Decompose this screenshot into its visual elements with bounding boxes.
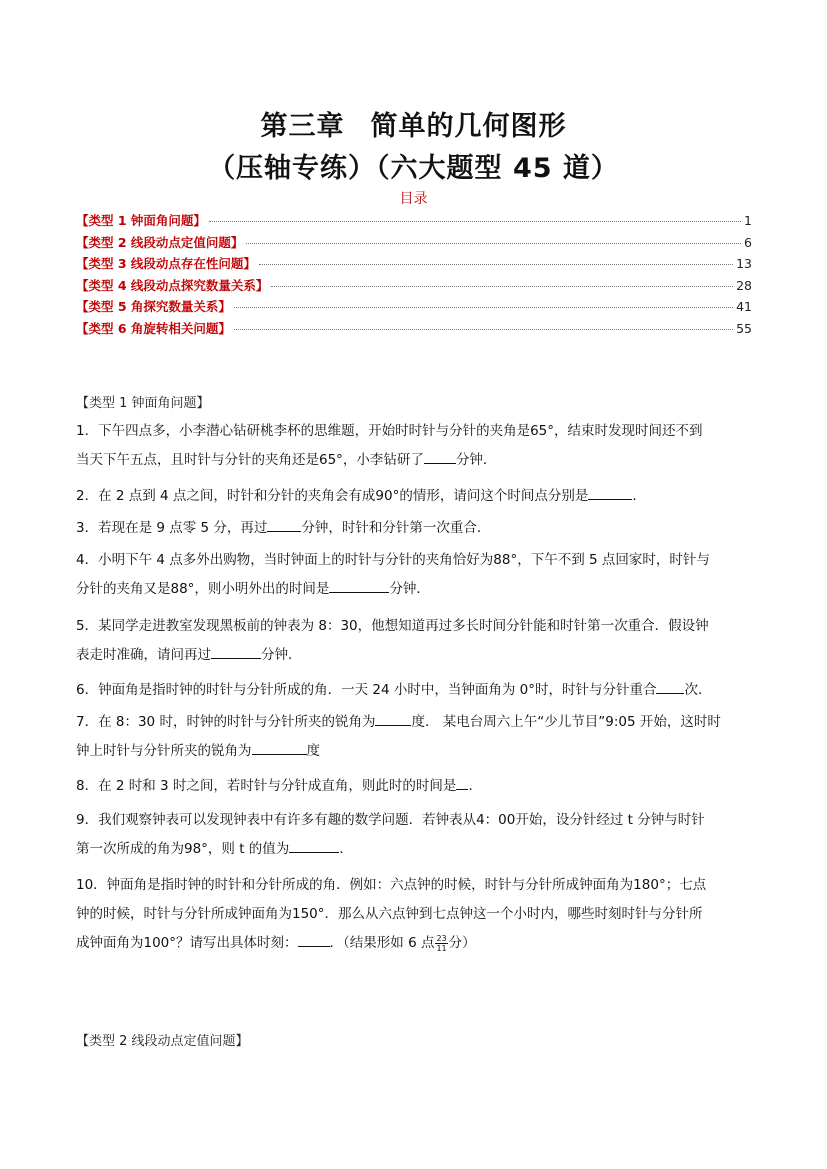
question-7-line-1: [76, 708, 756, 737]
answer-blank: [656, 679, 684, 694]
toc-entry-page: 28: [736, 277, 752, 293]
question-text: 度: [306, 743, 320, 759]
toc-entry-page: 13: [736, 256, 752, 271]
answer-blank: [329, 578, 389, 593]
chapter-number: 第三章: [260, 111, 345, 142]
toc-entry-label: 【类型 3 线段动点存在性问题】: [76, 256, 256, 271]
toc-entry[interactable]: [76, 233, 752, 255]
question-4-line-2: [76, 575, 756, 604]
question-1-line-1: 1．下午四点多，小李潜心钻研桃李杯的思维题，开始时时针与分针的夹角是65°，结束时发现时间还不到: [76, 423, 703, 439]
question-10: [76, 871, 756, 958]
fraction: [435, 934, 447, 953]
question-text: 分钟．: [389, 581, 430, 597]
question-text: ．（结果形如 6 点: [329, 935, 435, 951]
toc-entry-label: 【类型 6 角旋转相关问题】: [76, 320, 231, 336]
question-7: [76, 708, 756, 766]
answer-blank: [211, 644, 261, 659]
question-9-line-1: 9．我们观察钟表可以发现钟表中有许多有趣的数学问题．若钟表从4：00开始，设分针经过 t 分钟与时针: [76, 812, 705, 828]
toc-leader-dots: [234, 307, 733, 308]
toc-leader-dots: [259, 264, 733, 265]
question-5-line-1: 5．某同学走进教室发现黑板前的钟表为 8：30，他想知道再过多长时间分针能和时针第一次重合．假设钟: [76, 618, 709, 634]
toc-entry[interactable]: [76, 297, 752, 319]
fraction-numerator: 23: [436, 933, 447, 943]
question-text: 分钟，时针和分针第一次重合．: [301, 520, 491, 536]
toc-entry[interactable]: [76, 254, 752, 276]
question-text: 第一次所成的角为98°，则 t 的值为: [76, 841, 290, 857]
question-1: [76, 417, 756, 475]
chapter-name: 简单的几何图形: [370, 111, 567, 142]
question-text: 3．若现在是 9 点零 5 分，再过: [76, 520, 268, 536]
toc-entry-label: 【类型 2 线段动点定值问题】: [76, 234, 244, 250]
question-text: 分针的夹角又是88°，则小明外出的时间是: [76, 581, 330, 597]
toc-entry-page: 41: [736, 299, 752, 314]
subtitle: （压轴专练）（六大题型 45 道）: [208, 153, 619, 184]
question-text: 2．在 2 点到 4 点之间，时针和分针的夹角会有成90°的情形，请问这个时间点分别是: [76, 488, 589, 504]
question-text: 分钟．: [261, 647, 302, 663]
answer-blank: [267, 517, 301, 532]
question-5-line-2: [76, 641, 756, 670]
question-8: [76, 772, 756, 801]
question-5: [76, 612, 756, 670]
toc-entry[interactable]: [76, 211, 752, 233]
toc-entry[interactable]: [76, 319, 752, 341]
question-text: 表走时准确，请问再过: [76, 647, 211, 663]
toc-entry-label: 【类型 4 线段动点探究数量关系】: [76, 277, 269, 293]
fraction-denominator: 11: [436, 943, 447, 953]
question-text: 当天下午五点，且时针与分针的夹角还是65°，小李钻研了: [76, 452, 424, 468]
question-9: [76, 806, 756, 864]
question-6: [76, 676, 756, 705]
question-text: ．: [468, 778, 482, 794]
toc-leader-dots: [271, 286, 733, 287]
question-text: 6．钟面角是指时钟的时针与分针所成的角．一天 24 小时中，当钟面角为 0°时，时针与分针重合: [76, 682, 657, 698]
answer-blank: [456, 775, 468, 790]
question-text: 分）: [448, 935, 476, 951]
toc-leader-dots: [234, 329, 733, 330]
question-4: [76, 546, 756, 604]
toc-leader-dots: [246, 243, 741, 244]
question-7-line-2: [76, 737, 756, 766]
answer-blank: [375, 711, 411, 726]
section-heading-type2: 【类型 2 线段动点定值问题】: [76, 1034, 249, 1049]
toc-entry[interactable]: [76, 276, 752, 298]
answer-blank: [588, 485, 632, 500]
question-10-line-1: 10．钟面角是指时钟的时针和分针所成的角．例如：六点钟的时候，时针与分针所成钟面角为180°；七点: [76, 877, 707, 893]
section-heading-type1: 【类型 1 钟面角问题】: [76, 396, 210, 411]
question-text: 8．在 2 时和 3 时之间，若时针与分针成直角，则此时的时间是: [76, 778, 457, 794]
table-of-contents: [76, 211, 752, 340]
toc-entry-label: 【类型 1 钟面角问题】: [76, 213, 206, 228]
question-text: 分钟．: [455, 452, 497, 468]
toc-entry-label: 【类型 5 角探究数量关系】: [76, 299, 231, 314]
question-text: ．: [339, 841, 353, 857]
answer-blank: [298, 932, 330, 947]
question-2: [76, 482, 756, 511]
toc-leader-dots: [209, 221, 741, 222]
question-3: [76, 514, 756, 543]
answer-blank: [289, 838, 339, 853]
question-text: 度． 某电台周六上午“少儿节目”9:05 开始，这时时: [411, 714, 721, 730]
toc-entry-page: 55: [736, 320, 752, 336]
question-text: 成钟面角为100°？请写出具体时刻：: [76, 935, 298, 951]
chapter-title: [0, 104, 827, 143]
question-4-line-1: 4．小明下午 4 点多外出购物，当时钟面上的时针与分针的夹角恰好为88°，下午不到 5 点回家时，时针与: [76, 552, 710, 568]
answer-blank: [424, 449, 456, 464]
question-text: ．: [632, 488, 646, 504]
toc-entry-page: 6: [744, 234, 752, 250]
question-10-line-2: 钟的时候，时针与分针所成钟面角为150°．那么从六点钟到七点钟这一个小时内，哪些时刻时针与分针所: [76, 906, 703, 922]
question-text: 钟上时针与分针所夹的锐角为: [76, 743, 252, 759]
question-9-line-2: [76, 835, 756, 864]
answer-blank: [252, 740, 307, 755]
question-10-line-3: [76, 929, 756, 958]
toc-entry-page: 1: [744, 213, 752, 228]
toc-title: 目录: [399, 191, 428, 207]
question-text: 7．在 8：30 时，时钟的时针与分针所夹的锐角为: [76, 714, 376, 730]
question-1-line-2: [76, 446, 756, 475]
question-text: 次．: [684, 682, 712, 698]
